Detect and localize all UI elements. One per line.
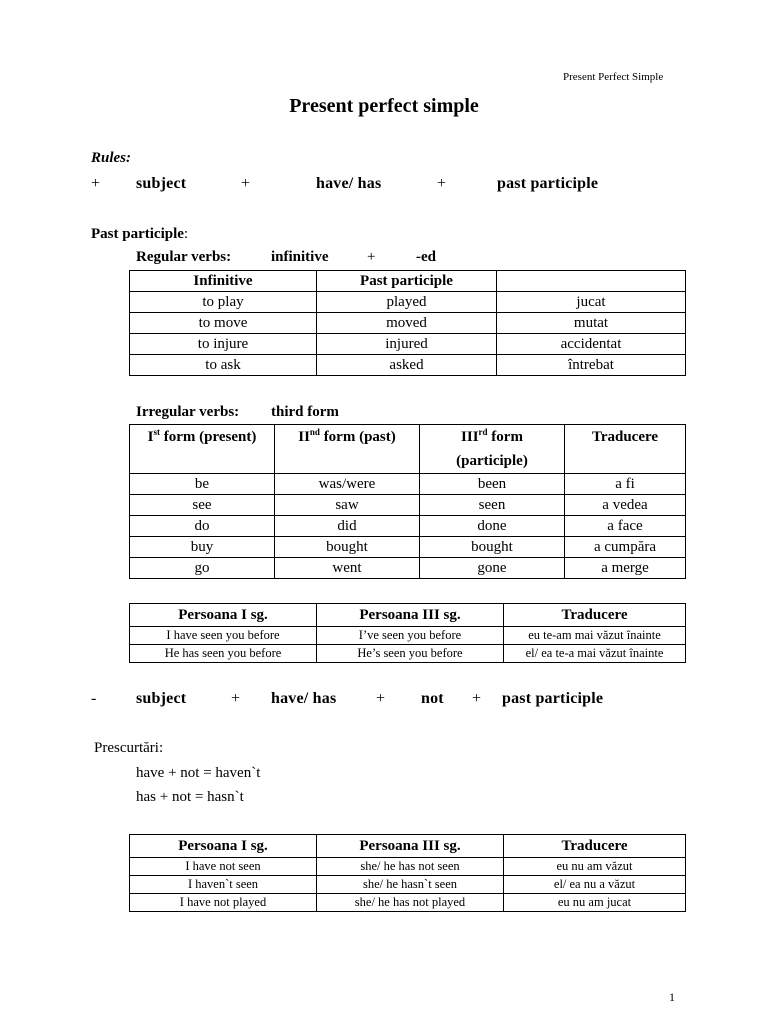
affirmative-subject: subject <box>136 175 187 192</box>
table-cell: eu te-am mai văzut înainte <box>504 627 686 645</box>
table-header-row <box>130 604 686 627</box>
affirmative-plus-1: + <box>241 175 251 192</box>
table-cell: to play <box>130 292 317 313</box>
table-cell: to injure <box>130 334 317 355</box>
header-cell-first-form: Ist form (present) <box>130 425 275 474</box>
table-cell: to ask <box>130 355 317 376</box>
past-participle-heading <box>91 226 188 243</box>
header-cell: Traducere <box>504 604 686 627</box>
table-row <box>130 876 686 894</box>
negative-participle: past participle <box>502 690 604 707</box>
header-cell-translation: Traducere <box>565 425 686 474</box>
rules-label: Rules: <box>91 150 132 166</box>
table-cell: she/ he hasn`t seen <box>317 876 504 894</box>
table-cell: asked <box>317 355 497 376</box>
table-row <box>130 858 686 876</box>
table-cell: to move <box>130 313 317 334</box>
table-cell: was/were <box>275 474 420 495</box>
table-cell: played <box>317 292 497 313</box>
header-cell: Past participle <box>317 271 497 292</box>
affirmative-auxiliary: have/ has <box>316 175 382 192</box>
table-row <box>130 495 686 516</box>
table-row <box>130 355 686 376</box>
table-cell: bought <box>420 537 565 558</box>
table-row <box>130 894 686 912</box>
past-participle-label: Past participle <box>91 226 184 242</box>
irregular-verbs-line <box>136 404 339 421</box>
affirmative-examples-table <box>129 603 686 663</box>
header-cell: Persoana III sg. <box>317 835 504 858</box>
table-cell: He has seen you before <box>130 645 317 663</box>
abbreviations-label: Prescurtări: <box>94 740 164 756</box>
abbreviation-line: has + not = hasn`t <box>136 789 244 805</box>
affirmative-sign: + <box>91 175 101 192</box>
negative-not: not <box>421 690 444 707</box>
table-cell: been <box>420 474 565 495</box>
table-cell: a face <box>565 516 686 537</box>
table-cell: be <box>130 474 275 495</box>
header-cell: Persoana I sg. <box>130 604 317 627</box>
table-cell: I have seen you before <box>130 627 317 645</box>
regular-verbs-table <box>129 270 686 376</box>
irregular-form: third form <box>271 404 339 420</box>
negative-subject: subject <box>136 690 187 707</box>
table-header-row <box>130 425 686 474</box>
table-header-row <box>130 835 686 858</box>
table-cell: a cumpăra <box>565 537 686 558</box>
table-cell: she/ he has not played <box>317 894 504 912</box>
page-number: 1 <box>669 990 675 1004</box>
table-cell: done <box>420 516 565 537</box>
table-cell: seen <box>420 495 565 516</box>
running-header: Present Perfect Simple <box>563 71 664 83</box>
table-cell: I have not seen <box>130 858 317 876</box>
affirmative-plus-2: + <box>437 175 447 192</box>
header-cell <box>497 271 686 292</box>
table-cell: a vedea <box>565 495 686 516</box>
table-cell: mutat <box>497 313 686 334</box>
table-row <box>130 558 686 579</box>
table-row <box>130 627 686 645</box>
table-row <box>130 516 686 537</box>
header-cell-third-form: IIIrd form (participle) <box>420 425 565 474</box>
table-header-row <box>130 271 686 292</box>
negative-sign: - <box>91 690 97 707</box>
table-cell: do <box>130 516 275 537</box>
table-cell: eu nu am văzut <box>504 858 686 876</box>
negative-examples-table <box>129 834 686 912</box>
page-title: Present perfect simple <box>289 95 479 117</box>
table-cell: a fi <box>565 474 686 495</box>
table-cell: a merge <box>565 558 686 579</box>
regular-verbs-label: Regular verbs: <box>136 249 232 265</box>
header-cell: Persoana I sg. <box>130 835 317 858</box>
table-cell: go <box>130 558 275 579</box>
header-cell: Infinitive <box>130 271 317 292</box>
negative-auxiliary: have/ has <box>271 690 337 707</box>
irregular-verbs-table <box>129 424 686 579</box>
header-cell: Traducere <box>504 835 686 858</box>
table-cell: bought <box>275 537 420 558</box>
table-cell: el/ ea nu a văzut <box>504 876 686 894</box>
table-cell: I have not played <box>130 894 317 912</box>
negative-plus-1: + <box>231 690 241 707</box>
table-cell: she/ he has not seen <box>317 858 504 876</box>
past-participle-colon: : <box>183 226 189 242</box>
table-row <box>130 313 686 334</box>
negative-plus-3: + <box>472 690 482 707</box>
table-cell: el/ ea te-a mai văzut înainte <box>504 645 686 663</box>
table-row <box>130 474 686 495</box>
table-row <box>130 537 686 558</box>
table-cell: eu nu am jucat <box>504 894 686 912</box>
regular-suffix: -ed <box>416 249 436 265</box>
abbreviation-line: have + not = haven`t <box>136 765 261 781</box>
table-cell: did <box>275 516 420 537</box>
table-cell: gone <box>420 558 565 579</box>
table-cell: buy <box>130 537 275 558</box>
table-cell: I’ve seen you before <box>317 627 504 645</box>
table-cell: jucat <box>497 292 686 313</box>
irregular-verbs-label: Irregular verbs: <box>136 404 240 420</box>
table-cell: injured <box>317 334 497 355</box>
affirmative-participle: past participle <box>497 175 599 192</box>
table-row <box>130 645 686 663</box>
table-row <box>130 334 686 355</box>
table-cell: see <box>130 495 275 516</box>
table-row <box>130 292 686 313</box>
table-cell: I haven`t seen <box>130 876 317 894</box>
table-cell: saw <box>275 495 420 516</box>
table-cell: accidentat <box>497 334 686 355</box>
table-cell: moved <box>317 313 497 334</box>
table-cell: întrebat <box>497 355 686 376</box>
regular-plus: + <box>367 249 376 265</box>
header-cell-second-form: IInd form (past) <box>275 425 420 474</box>
table-cell: He’s seen you before <box>317 645 504 663</box>
negative-plus-2: + <box>376 690 386 707</box>
table-cell: went <box>275 558 420 579</box>
header-cell: Persoana III sg. <box>317 604 504 627</box>
regular-verbs-line <box>136 249 436 266</box>
regular-infinitive: infinitive <box>271 249 329 265</box>
